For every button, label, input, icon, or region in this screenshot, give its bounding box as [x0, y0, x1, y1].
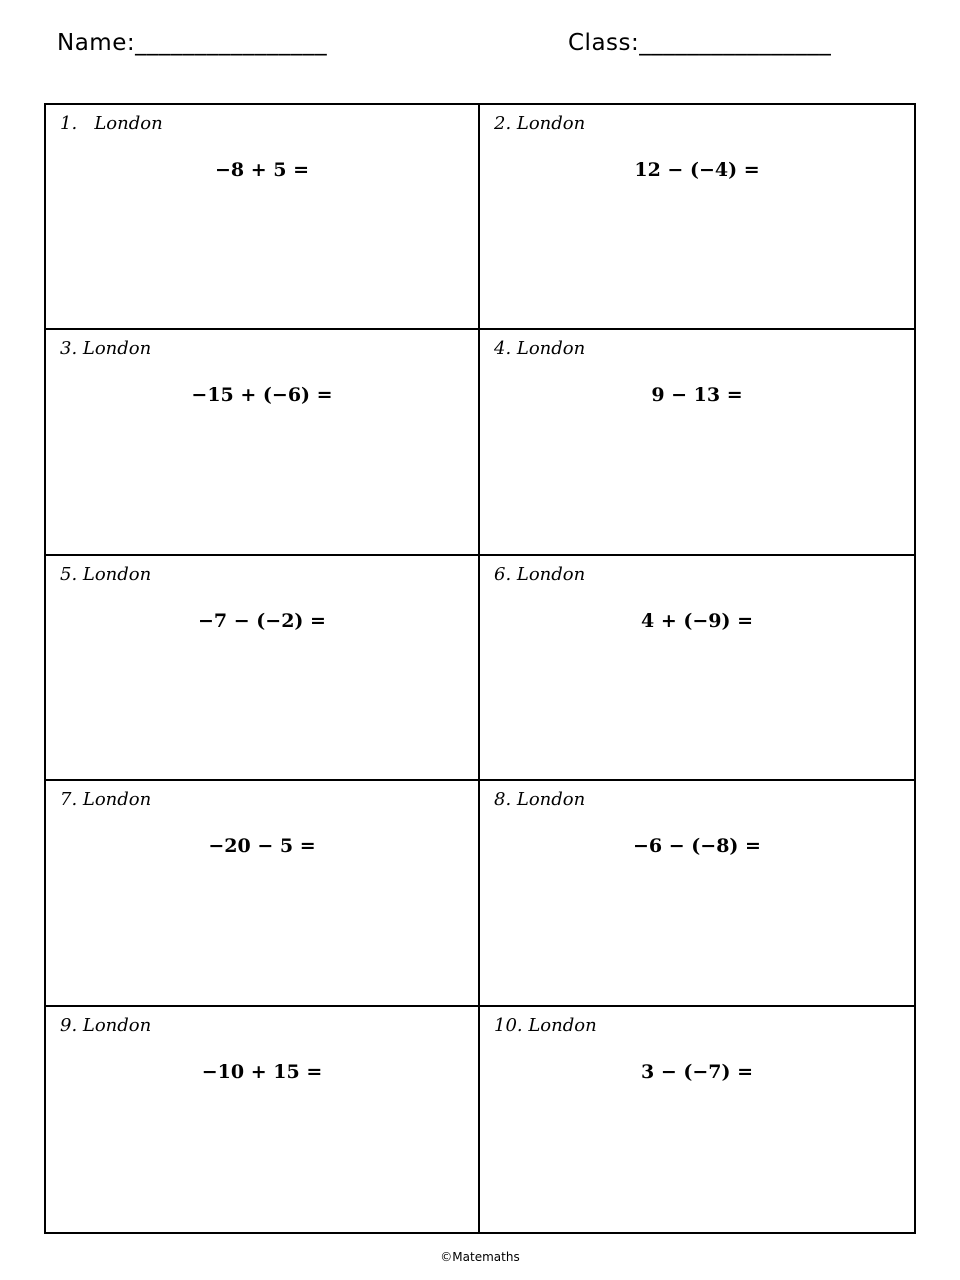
problem-expression: 9 − 13 = — [651, 384, 743, 407]
problem-label: 7. London — [60, 789, 152, 811]
problem-grid — [44, 103, 916, 1234]
problem-label: 4. London — [494, 338, 586, 360]
problem-expression: 12 − (−4) = — [634, 159, 760, 181]
problem-expression: −15 + (−6) = — [191, 384, 333, 407]
problem-expression: −10 + 15 = — [201, 1060, 323, 1083]
problem-cell-5 — [46, 556, 480, 781]
problem-cell-4 — [480, 330, 914, 555]
problem-label: 5. London — [60, 563, 152, 585]
problem-label: 1. London — [60, 113, 163, 134]
problem-label: 9. London — [60, 1014, 152, 1036]
problem-cell-1 — [46, 105, 480, 330]
problem-cell-7 — [46, 781, 480, 1006]
problem-cell-2 — [480, 105, 914, 330]
problem-label: 3. London — [60, 338, 152, 360]
name-field[interactable]: Name:________________ — [57, 30, 328, 56]
problem-cell-3 — [46, 330, 480, 555]
class-field[interactable]: Class:________________ — [568, 30, 832, 56]
problem-expression: −7 − (−2) = — [198, 609, 326, 632]
problem-expression: −20 − 5 = — [208, 835, 316, 858]
problem-label: 2. London — [494, 113, 586, 134]
problem-label: 10. London — [494, 1014, 597, 1036]
problem-cell-6 — [480, 556, 914, 781]
copyright-footer: ©Matemaths — [440, 1250, 520, 1264]
problem-expression: 3 − (−7) = — [640, 1060, 754, 1083]
problem-cell-10 — [480, 1007, 914, 1232]
problem-expression: −8 + 5 = — [214, 159, 310, 181]
problem-cell-9 — [46, 1007, 480, 1232]
problem-label: 8. London — [494, 789, 586, 811]
problem-cell-8 — [480, 781, 914, 1006]
problem-expression: 4 + (−9) = — [640, 609, 754, 632]
problem-label: 6. London — [494, 563, 586, 585]
problem-expression: −6 − (−8) = — [633, 835, 761, 858]
